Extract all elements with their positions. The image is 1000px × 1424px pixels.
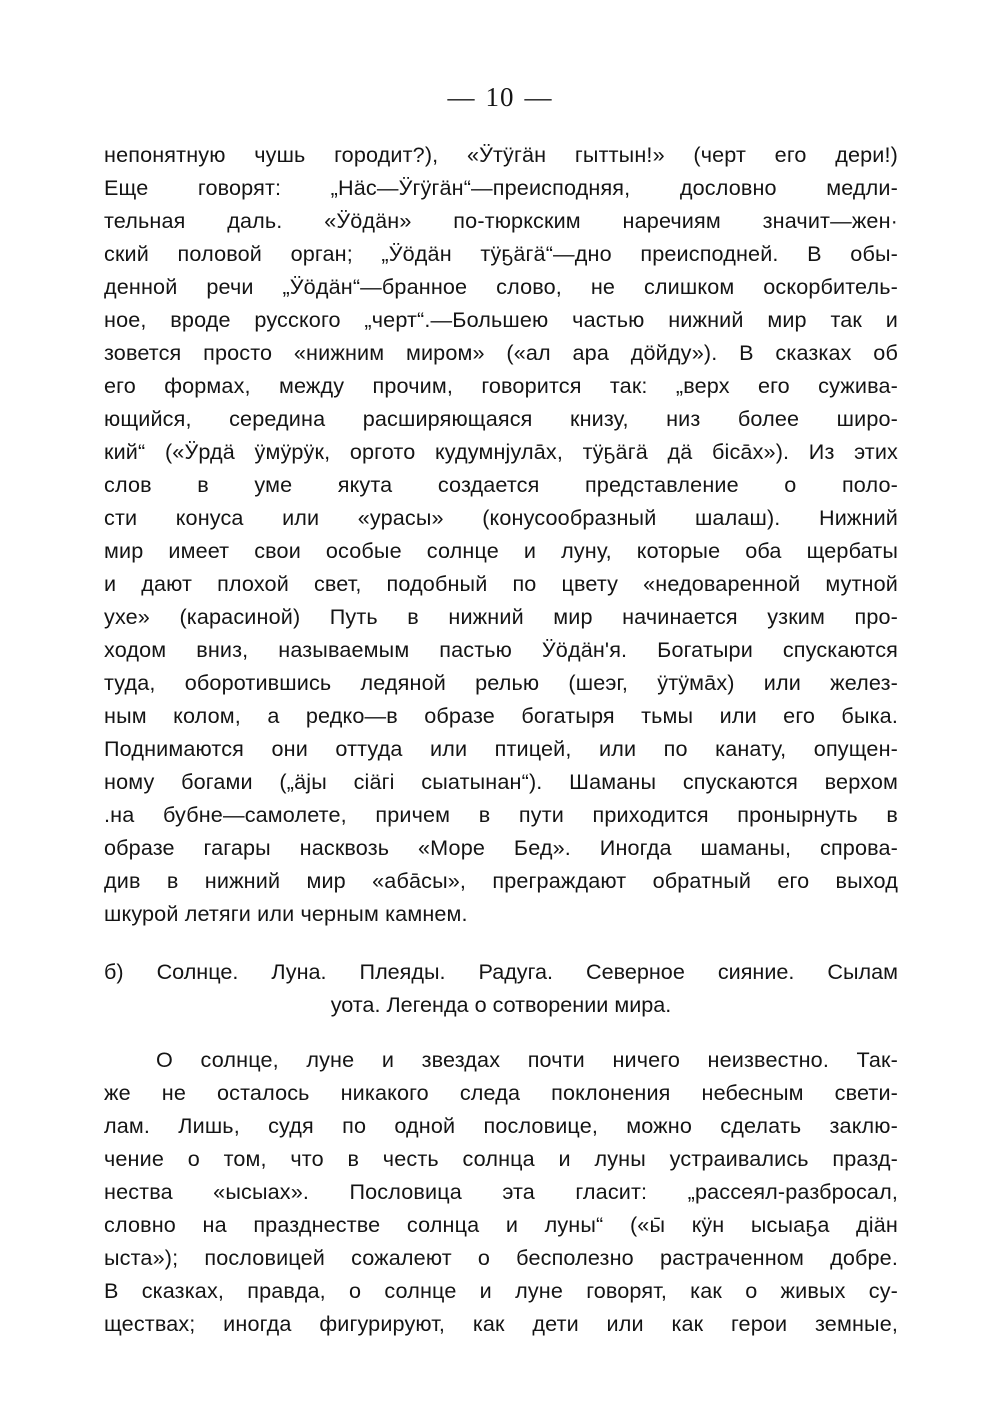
text-line: див в нижний мир «абāсы», преграждают обратный его выход <box>104 868 898 893</box>
page-number-value: 10 <box>485 82 515 112</box>
text-line: зовется просто «нижним миром» («ал ара дöйду»). В сказках об <box>104 340 898 365</box>
text-line: ский половой орган; „Ӱöдäн тӱҕäгä“—дно преисподней. В обы- <box>104 241 898 266</box>
text-line-last: шкурой летяги или черным камнем. <box>104 901 468 926</box>
text-line: слов в уме якута создается представление о поло- <box>104 472 898 497</box>
text-line: Поднимаются они оттуда или птицей, или по канату, опущен- <box>104 736 898 761</box>
body-paragraph-sun-moon <box>104 1043 898 1340</box>
section-heading-line-1: б) Солнце. Луна. Плеяды. Радуга. Северное сияние. Сылам <box>104 959 898 984</box>
text-line: денной речи „Ӱöдäн“—бранное слово, не слишком оскорбитель- <box>104 274 898 299</box>
text-line-first: О солнце, луне и звездах почти ничего неизвестно. Так- <box>156 1047 898 1072</box>
text-line: и дают плохой свет, подобный по цвету «недоваренной мутной <box>104 571 898 596</box>
text-line: кий“ («Ӱрдä ӱмӱрӱк, оргото кудумнjулāх, тӱҕäгä дä бісāх»). Из этих <box>104 439 898 464</box>
text-line: образе гагары насквозь «Море Бед». Иногда шаманы, спрова- <box>104 835 898 860</box>
text-line: туда, оборотившись ледяной релью (шеэг, ӱтӱмāх) или желез- <box>104 670 898 695</box>
text-line: же не осталось никакого следа поклонения небесным свети- <box>104 1080 898 1105</box>
text-line: чение о том, что в честь солнца и луны устраивались празд- <box>104 1146 898 1171</box>
page-number <box>0 82 1000 113</box>
text-line: ходом вниз, называемым пастью Ӱöдäн'я. Богатыри спускаются <box>104 637 898 662</box>
text-line: ное, вроде русского „черт“.—Большею частью нижний мир так и <box>104 307 898 332</box>
text-line: ному богами („äjы сіäгі сыатынан“). Шаманы спускаются верхом <box>104 769 898 794</box>
text-line: словно на празднестве солнца и луны“ («ы̄ кӱн ысыаҕа дiäн <box>104 1212 898 1237</box>
text-line: его формах, между прочим, говорится так: „верх его сужива- <box>104 373 898 398</box>
body-paragraph-nether-world <box>104 138 898 930</box>
text-line: мир имеет свои особые солнце и луну, которые оба щербаты <box>104 538 898 563</box>
text-line: тельная даль. «Ӱöдäн» по-тюркским наречиям значит—жен· <box>104 208 898 233</box>
page-number-dash-left: — <box>447 82 476 112</box>
text-line: ыста»); пословицей сожалеют о бесполезно растраченном добре. <box>104 1245 898 1270</box>
text-line: ющийся, середина расширяющаяся книзу, низ более широ- <box>104 406 898 431</box>
text-line: Еще говорят: „Нäс—Ӱгӱгäн“—преисподняя, дословно медли- <box>104 175 898 200</box>
text-line: ществах; иногда фигурируют, как дети или как герои земные, <box>104 1311 898 1336</box>
section-heading-line-2: уота. Легенда о сотворении мира. <box>330 992 672 1017</box>
page-number-dash-right: — <box>524 82 553 112</box>
text-line: ухе» (карасиной) Путь в нижний мир начинается узким про- <box>104 604 898 629</box>
text-line: нества «ысыах». Пословица эта гласит: „рассеял-разбросал, <box>104 1179 898 1204</box>
text-line: В сказках, правда, о солнце и луне говорят, как о живых су- <box>104 1278 898 1303</box>
text-line: ным колом, а редко—в образе богатыря тьмы или его быка. <box>104 703 898 728</box>
text-line: .на бубне—самолете, причем в пути приходится пронырнуть в <box>104 802 898 827</box>
text-line: непонятную чушь городит?), «Ӱтӱгäн гыттын!» (черт его дери!) <box>104 142 898 167</box>
section-heading <box>104 955 898 1021</box>
text-line: сти конуса или «урасы» (конусообразный шалаш). Нижний <box>104 505 898 530</box>
text-line: лам. Лишь, судя по одной пословице, можно сделать заклю- <box>104 1113 898 1138</box>
